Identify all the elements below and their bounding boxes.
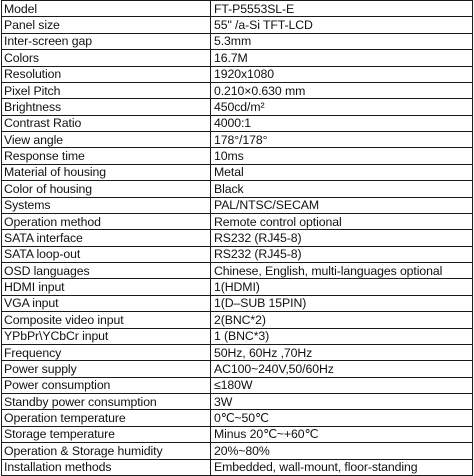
spec-label: View angle [2, 132, 211, 148]
spec-label: Response time [2, 148, 211, 164]
table-row [2, 148, 473, 164]
table-row [2, 230, 473, 246]
table-row [2, 246, 473, 262]
spec-label: Contrast Ratio [2, 115, 211, 131]
table-row [2, 279, 473, 295]
table-row [2, 1, 473, 17]
table-row [2, 197, 473, 213]
spec-value: 50Hz, 60Hz ,70Hz [211, 344, 473, 360]
table-row [2, 394, 473, 410]
spec-value: Embedded, wall-mount, floor-standing [211, 459, 473, 475]
spec-label: Inter-screen gap [2, 33, 211, 49]
spec-value: Remote control optional [211, 213, 473, 229]
table-row [2, 344, 473, 360]
table-row [2, 213, 473, 229]
spec-value: 178°/178° [211, 132, 473, 148]
spec-label: Color of housing [2, 181, 211, 197]
spec-value: 450cd/m² [211, 99, 473, 115]
spec-value: ≤180W [211, 377, 473, 393]
table-row [2, 377, 473, 393]
spec-label: Systems [2, 197, 211, 213]
spec-value: FT-P5553SL-E [211, 1, 473, 17]
table-row [2, 50, 473, 66]
table-row [2, 295, 473, 311]
spec-label: Model [2, 1, 211, 17]
spec-label: HDMI input [2, 279, 211, 295]
spec-label: Panel size [2, 17, 211, 33]
spec-value: Chinese, English, multi-languages optional [211, 263, 473, 279]
spec-label: Power consumption [2, 377, 211, 393]
spec-value: 1 (BNC*3) [211, 328, 473, 344]
spec-value: 4000:1 [211, 115, 473, 131]
spec-value: Minus 20℃~+60℃ [211, 426, 473, 442]
table-row [2, 443, 473, 459]
spec-value: 5.3mm [211, 33, 473, 49]
spec-value: 20%~80% [211, 443, 473, 459]
table-row [2, 66, 473, 82]
spec-label: Standby power consumption [2, 394, 211, 410]
spec-label: Pixel Pitch [2, 82, 211, 98]
spec-label: Colors [2, 50, 211, 66]
spec-value: AC100~240V,50/60Hz [211, 361, 473, 377]
table-row [2, 17, 473, 33]
spec-value: RS232 (RJ45-8) [211, 246, 473, 262]
table-row [2, 328, 473, 344]
spec-value: 16.7M [211, 50, 473, 66]
spec-label: YPbPr\YCbCr input [2, 328, 211, 344]
spec-label: Installation methods [2, 459, 211, 475]
table-row [2, 33, 473, 49]
table-row [2, 181, 473, 197]
table-row [2, 410, 473, 426]
spec-value: 1(HDMI) [211, 279, 473, 295]
spec-label: Power supply [2, 361, 211, 377]
spec-label: Material of housing [2, 164, 211, 180]
spec-label: Storage temperature [2, 426, 211, 442]
table-row [2, 132, 473, 148]
spec-value: Metal [211, 164, 473, 180]
spec-label: VGA input [2, 295, 211, 311]
table-row [2, 361, 473, 377]
spec-label: Operation method [2, 213, 211, 229]
table-row [2, 82, 473, 98]
table-row [2, 263, 473, 279]
table-row [2, 426, 473, 442]
spec-label: SATA loop-out [2, 246, 211, 262]
table-row [2, 312, 473, 328]
spec-value: RS232 (RJ45-8) [211, 230, 473, 246]
spec-value: 55" /a-Si TFT-LCD [211, 17, 473, 33]
spec-value: 0℃~50℃ [211, 410, 473, 426]
spec-label: SATA interface [2, 230, 211, 246]
table-row [2, 99, 473, 115]
spec-label: Operation temperature [2, 410, 211, 426]
table-row [2, 164, 473, 180]
spec-table [1, 0, 473, 476]
table-row [2, 459, 473, 475]
spec-label: Operation & Storage humidity [2, 443, 211, 459]
spec-label: Composite video input [2, 312, 211, 328]
spec-label: Frequency [2, 344, 211, 360]
spec-value: 3W [211, 394, 473, 410]
table-row [2, 115, 473, 131]
spec-value: 10ms [211, 148, 473, 164]
spec-label: Resolution [2, 66, 211, 82]
spec-value: PAL/NTSC/SECAM [211, 197, 473, 213]
spec-value: 1(D–SUB 15PIN) [211, 295, 473, 311]
spec-value: 0.210×0.630 mm [211, 82, 473, 98]
spec-label: Brightness [2, 99, 211, 115]
spec-value: Black [211, 181, 473, 197]
spec-value: 2(BNC*2) [211, 312, 473, 328]
spec-label: OSD languages [2, 263, 211, 279]
spec-value: 1920x1080 [211, 66, 473, 82]
